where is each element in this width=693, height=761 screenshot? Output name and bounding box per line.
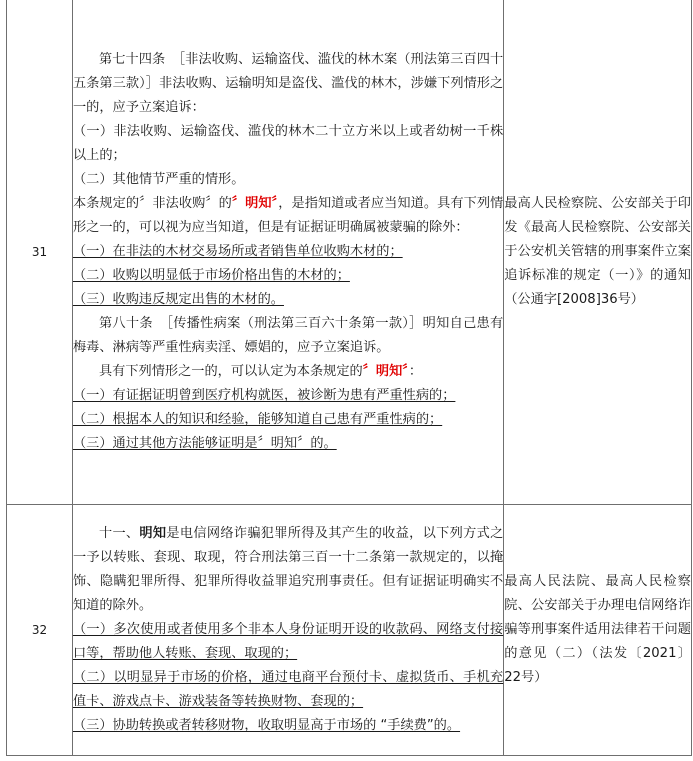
table-row xyxy=(7,505,692,756)
opinion-11-condition: （一）多次使用或者使用多个非本人身份证明开设的收款码、网络支付接口等，帮助他人转账、套现、取现的； xyxy=(72,622,504,661)
article-80-condition: （一）有证据证明曾到医疗机构就医，被诊断为患有严重性病的； xyxy=(72,388,456,403)
provision-cell xyxy=(72,505,503,756)
article-74-condition: （三）收购违反规定出售的木材的。 xyxy=(72,292,284,307)
article-80-body: 明知自己患有梅毒、淋病等严重性病卖淫、嫖娼的，应予立案追诉。 xyxy=(72,316,504,355)
article-80-paragraph xyxy=(73,312,503,360)
opinion-11-paragraph: 十一、明知是电信网络诈骗犯罪所得及其产生的收益，以下列方式之一予以转账、套现、取现，符合刑法第三百一十二条第一款规定的，以掩饰、隐瞒犯罪所得、犯罪所得收益罪追究刑事责任。但有证据证明确实不知道的除外。 xyxy=(72,526,504,613)
article-74-heading: 第七十四条 ［非法收购、运输盗伐、滥伐的林木案（刑法第三百四十五条第三款）］ xyxy=(72,52,504,91)
opinion-11-condition: （三）协助转换或者转移财物，收取明显高于市场的 “手续费”的。 xyxy=(72,718,461,733)
row-number: 32 xyxy=(7,505,73,756)
article-80-condition: （二）根据本人的知识和经验，能够知道自己患有严重性病的； xyxy=(72,412,443,427)
table-row xyxy=(7,0,692,505)
row-number: 31 xyxy=(7,0,73,505)
knowing-highlight: 〞明知〞 xyxy=(362,364,409,379)
article-74-paragraph xyxy=(73,48,503,120)
article-74-condition: （二）收购以明显低于市场价格出售的木材的； xyxy=(72,268,350,283)
source-cell: 最高人民法院、最高人民检察院、公安部关于办理电信网络诈骗等刑事案件适用法律若干问题的意见（二）（法发〔2021〕22号） xyxy=(504,505,692,756)
knowing-highlight: 〞明知〞 xyxy=(231,196,279,211)
article-74-condition: （一）在非法的木材交易场所或者销售单位收购木材的； xyxy=(72,244,403,259)
article-74-item: （二）其他情节严重的情形。 xyxy=(72,172,245,187)
article-80-definition: 具有下列情形之一的，可以认定为本条规定的〞明知〞： xyxy=(98,364,423,379)
article-74-body: 非法收购、运输明知是盗伐、滥伐的林木，涉嫌下列情形之一的，应予立案追诉： xyxy=(72,76,504,115)
source-cell: 最高人民检察院、公安部关于印发《最高人民检察院、公安部关于公安机关管辖的刑事案件立案追诉标准的规定（一）》的通知（公通字[2008]36号） xyxy=(504,0,692,505)
article-74-item: （一）非法收购、运输盗伐、滥伐的林木二十立方米以上或者幼树一千株以上的； xyxy=(72,124,504,163)
law-table xyxy=(6,0,692,756)
provision-cell xyxy=(72,0,503,505)
opinion-11-condition: （二）以明显异于市场的价格，通过电商平台预付卡、虚拟货币、手机充值卡、游戏点卡、游戏装备等转换财物、套现的； xyxy=(72,670,504,709)
article-80-condition: （三）通过其他方法能够证明是〞明知〞的。 xyxy=(72,436,337,451)
article-74-definition: 本条规定的〞非法收购〞的〞明知〞，是指知道或者应当知道。具有下列情形之一的，可以视为应当知道，但是有证据证明确属被蒙骗的除外： xyxy=(72,196,504,235)
knowing-bold: 明知 xyxy=(139,526,167,541)
article-80-heading: 第八十条 ［传播性病案（刑法第三百六十条第一款）］ xyxy=(98,316,423,331)
